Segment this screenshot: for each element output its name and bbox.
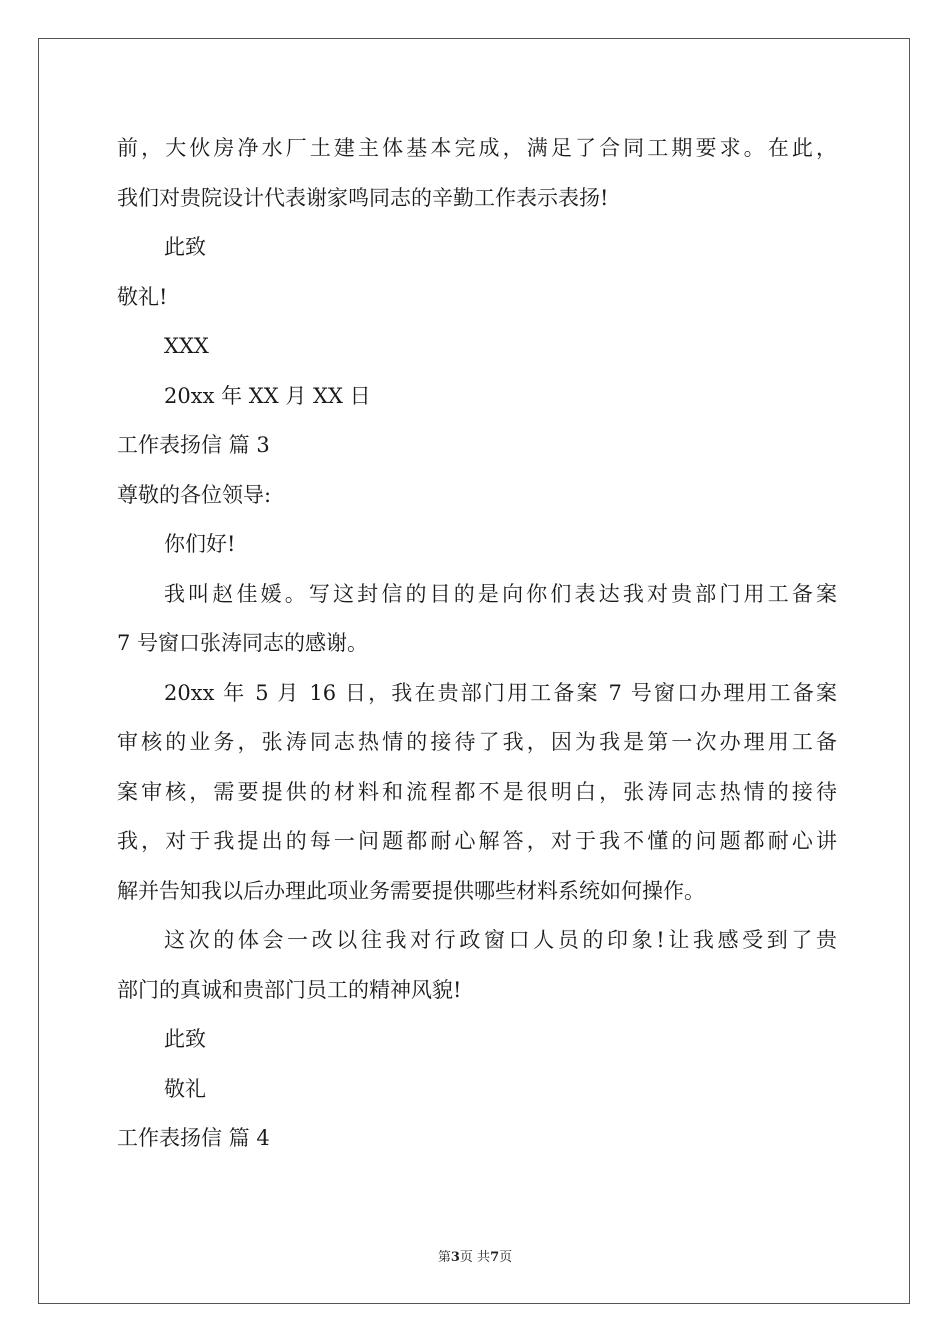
document-body xyxy=(117,124,837,1164)
paragraph-line: 这次的体会一改以往我对行政窗口人员的印象!让我感受到了贵 xyxy=(164,928,837,952)
letter-greeting: 尊敬的各位领导: xyxy=(117,482,272,507)
paragraph-line: 前，大伙房净水厂土建主体基本完成，满足了合同工期要求。在此， xyxy=(117,136,837,160)
current-page-number: 3 xyxy=(450,1250,460,1265)
closing-salutation: 此致 xyxy=(164,235,206,259)
paragraph-line: 部门的真诚和贵部门员工的精神风貌! xyxy=(117,977,462,1002)
page-footer xyxy=(0,1246,950,1265)
paragraph-line: 我叫赵佳媛。写这封信的目的是向你们表达我对贵部门用工备案 xyxy=(164,581,837,606)
closing-salutation: 此致 xyxy=(164,1027,206,1051)
paragraph-line: 我们对贵院设计代表谢家鸣同志的辛勤工作表示表扬! xyxy=(117,185,609,210)
section-heading: 工作表扬信 篇 3 xyxy=(117,433,270,457)
date-line: 20xx 年 XX 月 XX 日 xyxy=(164,383,371,408)
paragraph-line: 审核的业务，张涛同志热情的接待了我，因为我是第一次办理用工备 xyxy=(117,730,837,754)
paragraph-line: 案审核，需要提供的材料和流程都不是很明白，张涛同志热情的接待 xyxy=(117,779,837,804)
total-page-number: 7 xyxy=(490,1250,500,1265)
paragraph-line: 我，对于我提出的每一问题都耐心解答，对于我不懂的问题都耐心讲 xyxy=(117,829,837,853)
footer-prefix: 第 xyxy=(437,1250,451,1265)
paragraph-line: 解并告知我以后办理此项业务需要提供哪些材料系统如何操作。 xyxy=(117,878,705,903)
paragraph-line: 7 号窗口张涛同志的感谢。 xyxy=(117,631,369,655)
closing-regards: 敬礼! xyxy=(117,284,168,309)
footer-suffix: 页 xyxy=(499,1250,513,1265)
section-heading: 工作表扬信 篇 4 xyxy=(117,1126,270,1150)
paragraph-line: 20xx 年 5 月 16 日，我在贵部门用工备案 7 号窗口办理用工备案 xyxy=(164,680,837,705)
closing-regards: 敬礼 xyxy=(164,1076,206,1101)
letter-hello: 你们好! xyxy=(164,532,236,556)
signature: XXX xyxy=(164,334,209,358)
footer-middle: 页 共 xyxy=(459,1250,491,1265)
